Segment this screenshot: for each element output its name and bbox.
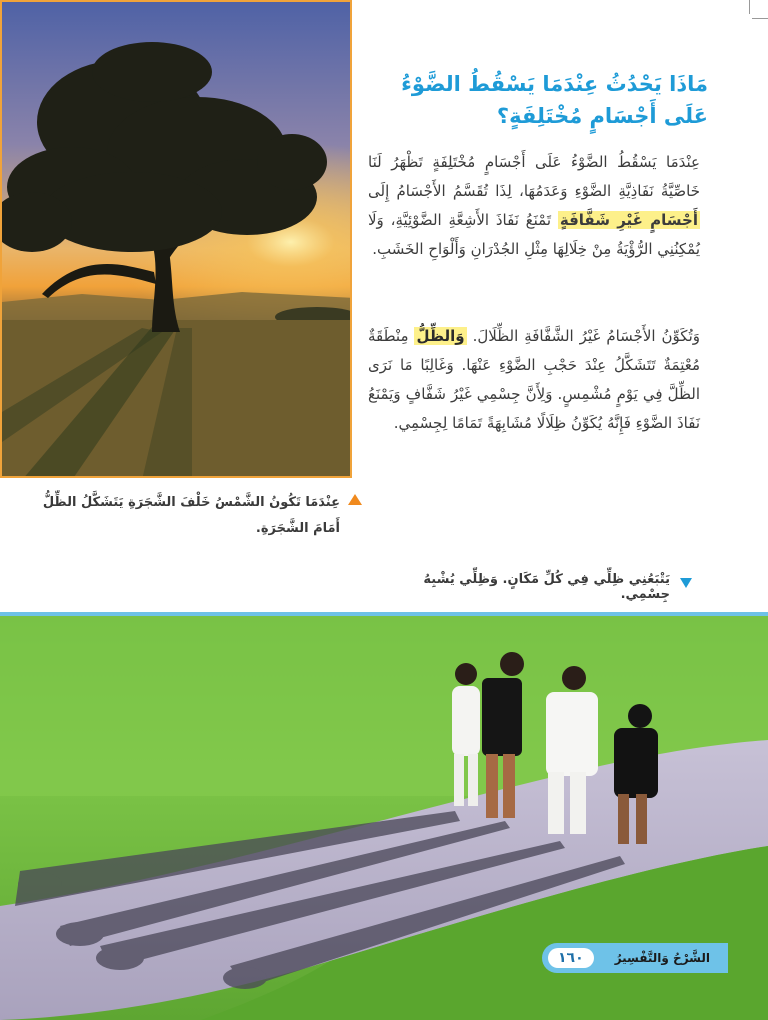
paragraph2-text-after: مِنْطَقَةٌ مُعْتِمَةٌ تَتَشَكَّلُ عِنْدَ حَجْبِ الضَّوْءِ عَنْهَا. وَغَالِبًا مَا نَرَى الظِّلَّ فِي يَوْمٍ مُشْمِسٍ. وَلِأَنَّ جِسْمِي غَيْرُ شَفَّافٍ وَيَمْنَعُ نَفَاذَ الضَّوْءِ فَإِنَّهُ يُكَوِّنُ ظِلَالًا مُشَابِهَةً تَمَامًا لِجِسْمِي. bbox=[368, 327, 700, 432]
term-shadow: وَالظِّلُّ bbox=[416, 327, 465, 345]
footer-section-label: الشَّرْحُ وَالتَّفْسِيرُ bbox=[614, 951, 710, 965]
tree-photo-caption bbox=[40, 490, 340, 542]
crop-mark bbox=[749, 0, 750, 14]
paragraph1-text-before: عِنْدَمَا يَسْقُطُ الضَّوْءُ عَلَى أَجْسَامٍ مُخْتَلِفَةٍ تَظْهَرُ لَنَا خَاصِّيَّةُ نَفَاذِيَّةِ الضَّوْءِ وَعَدَمُهَا، لِذَا تُقَسَّمُ الأَجْسَامُ إِلَى bbox=[368, 153, 700, 200]
paragraph-shadow-definition bbox=[368, 322, 700, 438]
footer-section-tab bbox=[542, 943, 728, 973]
caption-triangle-icon bbox=[348, 494, 362, 505]
shadow-caption-text: يَتْبَعُنِي ظِلِّي فِي كُلِّ مَكَانٍ. وَظِلِّي يُشْبِهُ جِسْمِي. bbox=[423, 572, 670, 602]
crop-mark bbox=[752, 18, 768, 19]
shadow-photo-caption bbox=[380, 572, 670, 602]
paragraph-opaque-objects bbox=[368, 148, 700, 264]
section-heading: مَاذَا يَحْدُثُ عِنْدَمَا يَسْقُطُ الضَّوْءُ عَلَى أَجْسَامٍ مُخْتَلِفَةٍ؟ bbox=[401, 72, 708, 128]
paragraph2-text-before: وَتُكَوِّنُ الأَجْسَامُ غَيْرُ الشَّفَّافَةِ الظِّلَالَ. bbox=[466, 327, 700, 345]
caption-triangle-icon bbox=[680, 578, 692, 588]
tree-caption-text: عِنْدَمَا تَكُونُ الشَّمْسُ خَلْفَ الشَّجَرَةِ يَتَشَكَّلُ الظِّلُّ أَمَامَ الشَّجَرَةِ. bbox=[42, 495, 340, 536]
highlight-opaque-objects: أَجْسَامٍ غَيْرِ شَفَّافَةٍ bbox=[559, 211, 698, 229]
page-number: ١٦٠ bbox=[548, 948, 594, 968]
tree-sunset-photo bbox=[0, 0, 352, 478]
paragraph1-text-after: تَمْنَعُ نَفَاذَ الأَشِعَّةِ الضَّوْئِيَّةِ، وَلَا يُمْكِنُنِي الرُّؤْيَةُ مِنْ خِلَالِهَا مِثْلِ الجُدْرَانِ وَأَلْوَاحِ الخَشَبِ. bbox=[368, 211, 700, 258]
